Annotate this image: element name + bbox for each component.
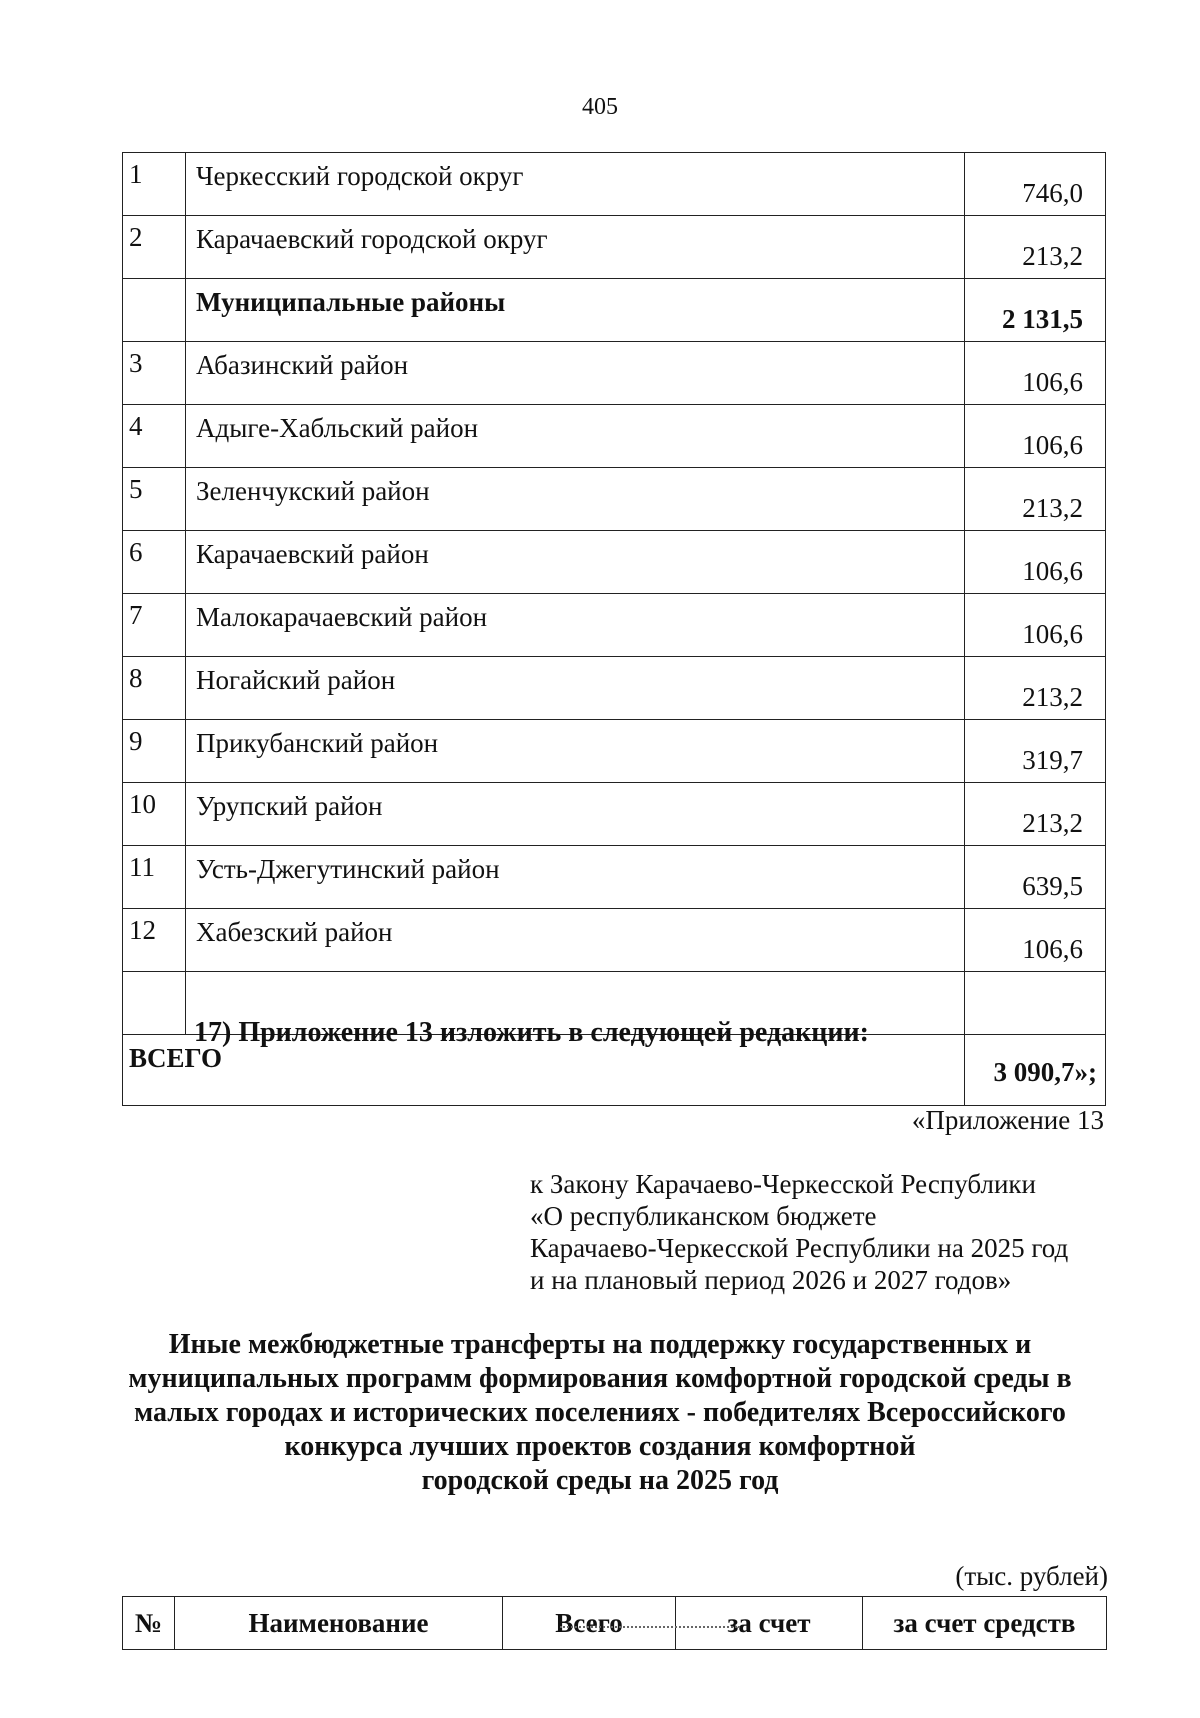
- row-number: 7: [123, 594, 186, 657]
- header-funded-by: за счет: [676, 1597, 863, 1650]
- amendment-instruction: 17) Приложение 13 изложить в следующей редакции:: [194, 1017, 869, 1048]
- table-row: [123, 846, 1106, 909]
- row-number: 6: [123, 531, 186, 594]
- row-number: 3: [123, 342, 186, 405]
- title-line: муниципальных программ формирования комфортной городской среды в: [128, 1363, 1072, 1394]
- header-row: [123, 1597, 1107, 1650]
- title-line: малых городах и исторических поселениях - победителях Всероссийского: [134, 1397, 1066, 1428]
- table-row: [123, 153, 1106, 216]
- table-row: [123, 405, 1106, 468]
- table-row: [123, 594, 1106, 657]
- row-value: 213,2: [965, 468, 1106, 531]
- table-row: [123, 468, 1106, 531]
- row-number: [123, 279, 186, 342]
- row-number: [123, 972, 186, 1035]
- table-row: [123, 783, 1106, 846]
- title-line: Иные межбюджетные трансферты на поддержку государственных и: [168, 1329, 1032, 1360]
- document-title: [100, 1328, 1100, 1498]
- allocation-table: [122, 152, 1106, 1106]
- table-row: [123, 909, 1106, 972]
- page-number: 405: [582, 94, 618, 120]
- law-reference-line: и на плановый период 2026 и 2027 годов»: [530, 1265, 1012, 1295]
- unit-note: (тыс. рублей): [955, 1561, 1108, 1591]
- title-line: конкурса лучших проектов создания комфортной: [284, 1431, 916, 1462]
- row-value: 106,6: [965, 909, 1106, 972]
- row-value: 2 131,5: [965, 279, 1106, 342]
- table-row: [123, 720, 1106, 783]
- row-value: 213,2: [965, 657, 1106, 720]
- row-number: 9: [123, 720, 186, 783]
- header-total: Всего: [503, 1597, 676, 1650]
- law-reference: [530, 1168, 1068, 1296]
- header-name: Наименование: [175, 1597, 503, 1650]
- row-value: 746,0: [965, 153, 1106, 216]
- row-name: Прикубанский район: [186, 720, 965, 783]
- table-row: [123, 531, 1106, 594]
- table-row: [123, 657, 1106, 720]
- row-name: Адыге-Хабльский район: [186, 405, 965, 468]
- row-name: Черкесский городской округ: [186, 153, 965, 216]
- row-name: Ногайский район: [186, 657, 965, 720]
- row-name: Карачаевский район: [186, 531, 965, 594]
- law-reference-line: Карачаево-Черкесской Республики на 2025 год: [530, 1233, 1069, 1263]
- row-name: Абазинский район: [186, 342, 965, 405]
- row-value: 106,6: [965, 594, 1106, 657]
- row-number: 1: [123, 153, 186, 216]
- table-row: [123, 342, 1106, 405]
- title-line: городской среды на 2025 год: [421, 1465, 779, 1496]
- row-number: 10: [123, 783, 186, 846]
- total-label: ВСЕГО: [123, 1035, 965, 1106]
- row-value: 639,5: [965, 846, 1106, 909]
- row-name: Зеленчукский район: [186, 468, 965, 531]
- row-value: [965, 972, 1106, 1035]
- row-value: 106,6: [965, 405, 1106, 468]
- row-number: 12: [123, 909, 186, 972]
- row-number: 8: [123, 657, 186, 720]
- row-value: 319,7: [965, 720, 1106, 783]
- row-name: Малокарачаевский район: [186, 594, 965, 657]
- table-row: [123, 216, 1106, 279]
- row-value: 106,6: [965, 531, 1106, 594]
- header-number: №: [123, 1597, 175, 1650]
- row-name: Усть-Джегутинский район: [186, 846, 965, 909]
- row-name: Муниципальные районы: [186, 279, 965, 342]
- row-name: Карачаевский городской округ: [186, 216, 965, 279]
- total-value: 3 090,7»;: [965, 1035, 1106, 1106]
- row-number: 4: [123, 405, 186, 468]
- table-row: [123, 279, 1106, 342]
- row-number: 11: [123, 846, 186, 909]
- annex-label: «Приложение 13: [911, 1105, 1104, 1135]
- row-value: 213,2: [965, 783, 1106, 846]
- law-reference-line: «О республиканском бюджете: [530, 1201, 877, 1231]
- row-name: Урупский район: [186, 783, 965, 846]
- scan-artifact: [560, 1626, 740, 1634]
- law-reference-line: к Закону Карачаево-Черкесской Республики: [530, 1169, 1036, 1199]
- row-number: 2: [123, 216, 186, 279]
- row-number: 5: [123, 468, 186, 531]
- transfers-table-header: [122, 1596, 1107, 1650]
- row-name: Хабезский район: [186, 909, 965, 972]
- row-value: 106,6: [965, 342, 1106, 405]
- header-funded-by-means: за счет средств: [863, 1597, 1107, 1650]
- row-value: 213,2: [965, 216, 1106, 279]
